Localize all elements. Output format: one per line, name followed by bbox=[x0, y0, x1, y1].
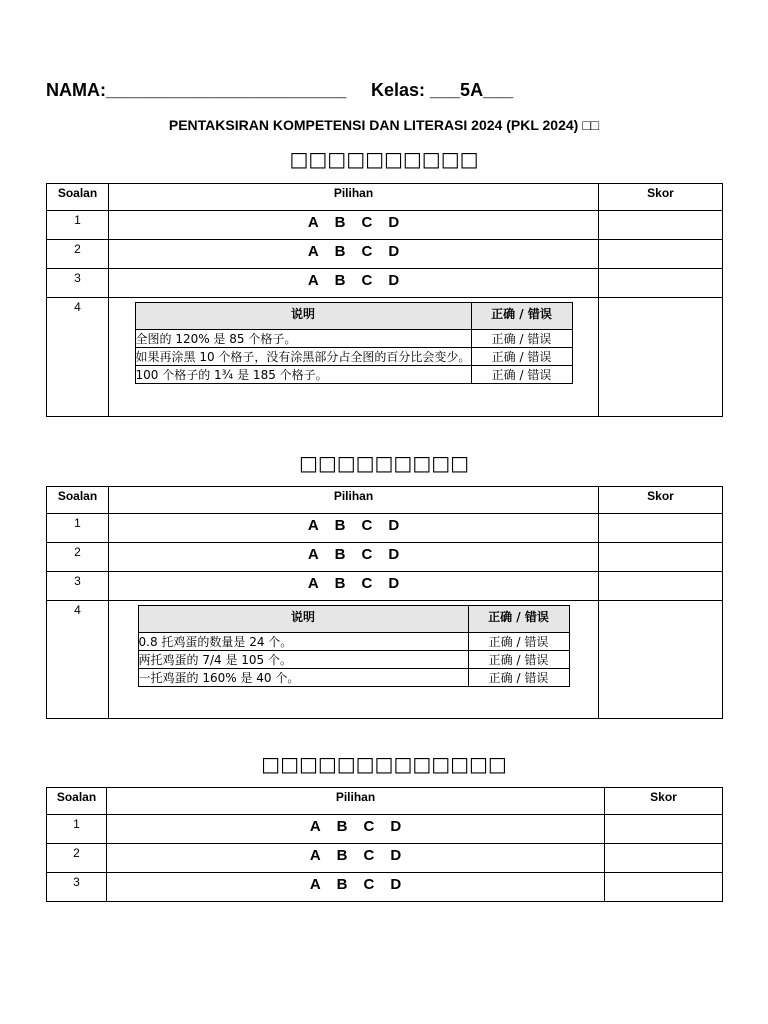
true-false-choice[interactable]: 正确 / 错误 bbox=[471, 330, 572, 348]
statement-row bbox=[138, 633, 569, 651]
answer-table-1 bbox=[46, 183, 723, 417]
option-d[interactable]: D bbox=[388, 575, 400, 592]
option-c[interactable]: C bbox=[361, 272, 373, 289]
option-d[interactable]: D bbox=[388, 272, 400, 289]
score-cell[interactable] bbox=[599, 514, 723, 543]
true-false-header: 正确 / 错误 bbox=[471, 303, 572, 330]
statement-header: 说明 bbox=[138, 606, 468, 633]
statement-cell bbox=[109, 298, 599, 417]
true-false-choice[interactable]: 正确 / 错误 bbox=[468, 633, 569, 651]
true-false-header: 正确 / 错误 bbox=[468, 606, 569, 633]
option-b[interactable]: B bbox=[334, 243, 346, 260]
option-b[interactable]: B bbox=[334, 546, 346, 563]
answer-options[interactable] bbox=[107, 815, 605, 844]
question-number: 2 bbox=[47, 240, 109, 269]
option-c[interactable]: C bbox=[363, 847, 375, 864]
section-2-title: □□□□□□□□□ bbox=[298, 451, 470, 475]
statement-row bbox=[138, 669, 569, 687]
table-row bbox=[47, 543, 723, 572]
score-cell[interactable] bbox=[605, 844, 723, 873]
statement-header: 说明 bbox=[135, 303, 471, 330]
question-number: 1 bbox=[47, 211, 109, 240]
answer-table-3 bbox=[46, 787, 723, 902]
option-d[interactable]: D bbox=[388, 214, 400, 231]
statement-table bbox=[138, 605, 570, 687]
statement-row bbox=[135, 366, 572, 384]
table-row bbox=[47, 601, 723, 719]
column-header-pilihan: Pilihan bbox=[107, 788, 605, 815]
answer-options[interactable] bbox=[109, 572, 599, 601]
question-number: 2 bbox=[47, 844, 107, 873]
true-false-choice[interactable]: 正确 / 错误 bbox=[468, 651, 569, 669]
true-false-choice[interactable]: 正确 / 错误 bbox=[471, 366, 572, 384]
score-cell[interactable] bbox=[599, 240, 723, 269]
statement-row bbox=[138, 651, 569, 669]
option-b[interactable]: B bbox=[336, 876, 348, 893]
answer-options[interactable] bbox=[109, 543, 599, 572]
option-d[interactable]: D bbox=[390, 876, 402, 893]
table-row bbox=[47, 211, 723, 240]
statement-cell bbox=[109, 601, 599, 719]
section-1-title: □□□□□□□□□□ bbox=[289, 147, 479, 171]
option-c[interactable]: C bbox=[363, 818, 375, 835]
true-false-choice[interactable]: 正确 / 错误 bbox=[468, 669, 569, 687]
score-cell[interactable] bbox=[599, 211, 723, 240]
score-cell[interactable] bbox=[599, 601, 723, 719]
score-cell[interactable] bbox=[605, 873, 723, 902]
class-line: Kelas: ___5A___ bbox=[371, 80, 514, 100]
statement-text: 两托鸡蛋的 7/4 是 105 个。 bbox=[138, 651, 468, 669]
column-header-soalan: Soalan bbox=[47, 788, 107, 815]
option-d[interactable]: D bbox=[390, 818, 402, 835]
option-b[interactable]: B bbox=[334, 214, 346, 231]
column-header-skor: Skor bbox=[599, 487, 723, 514]
option-b[interactable]: B bbox=[336, 818, 348, 835]
option-b[interactable]: B bbox=[336, 847, 348, 864]
option-a[interactable]: A bbox=[307, 575, 319, 592]
option-a[interactable]: A bbox=[309, 818, 321, 835]
option-c[interactable]: C bbox=[361, 243, 373, 260]
option-d[interactable]: D bbox=[388, 517, 400, 534]
answer-options[interactable] bbox=[109, 211, 599, 240]
score-cell[interactable] bbox=[599, 572, 723, 601]
table-row bbox=[47, 269, 723, 298]
table-row bbox=[47, 844, 723, 873]
score-cell[interactable] bbox=[599, 298, 723, 417]
question-number: 4 bbox=[47, 601, 109, 719]
column-header-soalan: Soalan bbox=[47, 487, 109, 514]
answer-options[interactable] bbox=[109, 240, 599, 269]
true-false-choice[interactable]: 正确 / 错误 bbox=[471, 348, 572, 366]
answer-options[interactable] bbox=[109, 269, 599, 298]
table-row bbox=[47, 572, 723, 601]
option-b[interactable]: B bbox=[334, 517, 346, 534]
statement-text: 如果再涂黑 10 个格子，没有涂黑部分占全图的百分比会变少。 bbox=[135, 348, 471, 366]
statement-text: 全图的 120% 是 85 个格子。 bbox=[135, 330, 471, 348]
option-b[interactable]: B bbox=[334, 575, 346, 592]
option-a[interactable]: A bbox=[307, 214, 319, 231]
section-3-title: □□□□□□□□□□□□□ bbox=[261, 752, 507, 776]
question-number: 4 bbox=[47, 298, 109, 417]
answer-options[interactable] bbox=[109, 514, 599, 543]
table-row bbox=[47, 873, 723, 902]
statement-table bbox=[135, 302, 573, 384]
question-number: 2 bbox=[47, 543, 109, 572]
option-d[interactable]: D bbox=[388, 243, 400, 260]
score-cell[interactable] bbox=[599, 543, 723, 572]
option-d[interactable]: D bbox=[390, 847, 402, 864]
option-a[interactable]: A bbox=[307, 517, 319, 534]
statement-text: 100 个格子的 1¾ 是 185 个格子。 bbox=[135, 366, 471, 384]
answer-options[interactable] bbox=[107, 844, 605, 873]
score-cell[interactable] bbox=[605, 815, 723, 844]
table-row bbox=[47, 514, 723, 543]
option-c[interactable]: C bbox=[363, 876, 375, 893]
option-b[interactable]: B bbox=[334, 272, 346, 289]
statement-row bbox=[135, 330, 572, 348]
option-a[interactable]: A bbox=[307, 546, 319, 563]
option-c[interactable]: C bbox=[361, 575, 373, 592]
table-row bbox=[47, 815, 723, 844]
table-row bbox=[47, 298, 723, 417]
student-name-line: NAMA:________________________ bbox=[46, 80, 347, 100]
table-row bbox=[47, 240, 723, 269]
column-header-soalan: Soalan bbox=[47, 184, 109, 211]
option-c[interactable]: C bbox=[361, 546, 373, 563]
column-header-skor: Skor bbox=[605, 788, 723, 815]
answer-options[interactable] bbox=[107, 873, 605, 902]
statement-text: 一托鸡蛋的 160% 是 40 个。 bbox=[138, 669, 468, 687]
page-title: PENTAKSIRAN KOMPETENSI DAN LITERASI 2024 (PKL 2024) □□ bbox=[168, 117, 600, 133]
option-c[interactable]: C bbox=[361, 517, 373, 534]
statement-row bbox=[135, 348, 572, 366]
option-a[interactable]: A bbox=[309, 876, 321, 893]
option-a[interactable]: A bbox=[309, 847, 321, 864]
column-header-pilihan: Pilihan bbox=[109, 487, 599, 514]
question-number: 3 bbox=[47, 269, 109, 298]
score-cell[interactable] bbox=[599, 269, 723, 298]
column-header-pilihan: Pilihan bbox=[109, 184, 599, 211]
question-number: 3 bbox=[47, 873, 107, 902]
statement-text: 0.8 托鸡蛋的数量是 24 个。 bbox=[138, 633, 468, 651]
option-d[interactable]: D bbox=[388, 546, 400, 563]
option-a[interactable]: A bbox=[307, 272, 319, 289]
option-c[interactable]: C bbox=[361, 214, 373, 231]
question-number: 3 bbox=[47, 572, 109, 601]
answer-table-2 bbox=[46, 486, 723, 719]
question-number: 1 bbox=[47, 514, 109, 543]
option-a[interactable]: A bbox=[307, 243, 319, 260]
question-number: 1 bbox=[47, 815, 107, 844]
column-header-skor: Skor bbox=[599, 184, 723, 211]
